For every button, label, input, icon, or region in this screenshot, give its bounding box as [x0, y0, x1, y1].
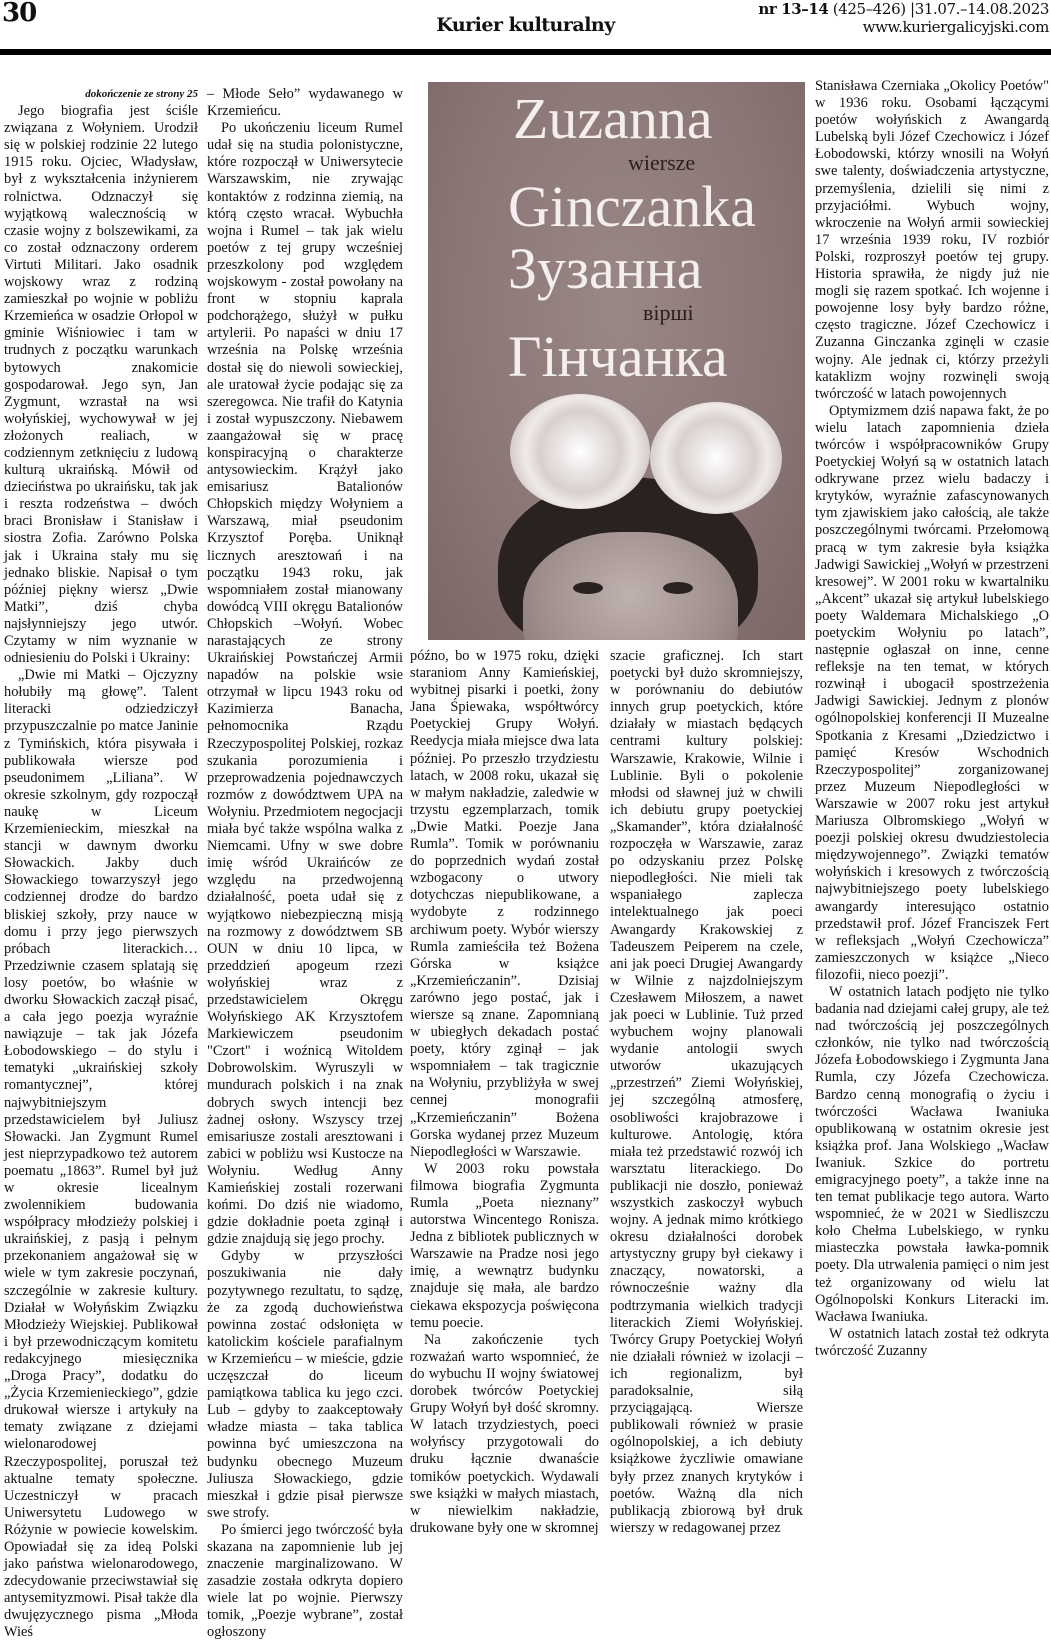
cover-title-first-name: Zuzanna — [513, 86, 713, 151]
rose-image — [650, 402, 782, 514]
paragraph: Stanisława Czerniaka „Okolicy Poetów" w 1936 roku. Osobami łączącymi poetów wołyńskich z Awangardą Lubelską byli Józef Czechowicz i Józef Łobodowski, którzy wnosili na Wołyń swe talenty, doświadczenia artystyczne, przemyślenia, dzielili się nimi z przyjaciółmi. Wybuch wojny, wkroczenie na Wołyń armii sowieckiej 17 września 1939 roku, IV rozbiór Polski, rozproszył poetów tej grupy. Historia sprawiła, że nigdy już nie mogli się razem spotkać. Ich wojenne i powojenne losy były bardzo różne, często tragiczne. Józef Czechowicz i Zuzanna Ginczanka zginęli w czasie wojny. Ale jednak ci, którzy przeżyli kataklizm wojny rozwinęli swoją twórczość w latach powojennych — [815, 78, 1049, 402]
rose-image — [510, 394, 650, 509]
paragraph: W ostatnich latach podjęto nie tylko badania nad dziejami całej grupy, ale też nad twórczością jej poszczególnych członków, nie tylko nad twórczością Józefa Łobodowskiego i Zygmunta Jana Rumla, czy Józefa Czechowicza. Bardzo cenną monografią o życiu i twórczości Wacława Iwaniuka opublikowaną w ostatnim okresie jest książka prof. Jana Wolskiego „Wacław Iwaniuk. Szkice do portretu emigracyjnego poety”, a także inne na ten temat publikacje tego autora. Warto wspomnieć, że w 2021 w Siedliszczu koło Chełma Lubelskiego, w rynku miasteczka powstała ławka-pomnik poety. Dla utrwalenia pamięci o nim jest też organizowany od wielu lat Ogólnopolski Konkurs Literacki im. Wacława Iwaniuka. — [815, 983, 1049, 1325]
cover-subtitle: wiersze — [628, 150, 696, 175]
issue-date: (425–426) |31.07.–14.08.2023 — [828, 0, 1049, 18]
paragraph: – Młode Seło” wydawanego w Krzemieńcu. — [207, 86, 403, 120]
cover-title-first-name-uk: Зузанна — [508, 236, 703, 301]
paragraph: Jego biografia jest ściśle związana z Wołyniem. Urodził się w polskiej rodzinie 22 lutego 1915 roku. Ojciec, Władysław, był z wykształcenia inżynierem rolnictwa. Odznaczył się wyjątkową walecznością w czasie wojny z bolszewikami, za co został odznaczony orderem Virtuti Militari. Jako osadnik wojskowy wraz z rodziną zamieszkał po wojnie w pobliżu Krzemieńca w osadzie Orłopol w gminie Wiśniowiec i tam w trudnych z początku warunkach bytowych znakomicie gospodarował. Jego syn, Jan Zygmunt, wzrastał na wsi wołyńskiej, wychowywał w jej złożonych realiach, w codziennym zetknięciu z ludową kulturą ukraińską. Mówił od dzieciństwa po ukraińsku, tak jak i reszta rodzeństwa – dwóch braci Bronisław i Stanisław i siostra Zofia. Zarówno Polska jak i Ukraina stały mu się jednako bliskie. Napisał o tym później piękny wiersz „Dwie Matki”, dziś chyba najsłynniejszy jego utwór. Czytamy w nim wyznanie w odniesieniu do Polski i Ukrainy: — [4, 103, 198, 667]
paragraph: Po śmierci jego twórczość była skazana na zapomnienie lub jej znaczenie marginalizowano. W zasadzie została odkryta dopiero wiele lat po wojnie. Pierwszy tomik, „Poezje wybrane”, został ogłoszony — [207, 1521, 403, 1641]
article-column-1 — [4, 86, 198, 1642]
website: www.kuriergalicyjski.com — [862, 18, 1049, 36]
page-header — [0, 0, 1051, 46]
paragraph: W 2003 roku powstała filmowa biografia Zygmunta Rumla „Poeta nieznany” autorstwa Wincentego Ronisza. Jedna z bibliotek publicznych w Warszawie na Pradze nosi jego imię, a wewnątrz budynku znajduje się mała, ale bardzo ciekawa ekspozycja poświęcona temu poecie. — [410, 1160, 599, 1331]
article-column-4 — [610, 648, 803, 1537]
continuation-note: dokończenie ze strony 25 — [85, 88, 198, 100]
article-column-3 — [410, 648, 599, 1537]
portrait-eye — [663, 582, 693, 594]
paragraph: Gdyby w przyszłości poszukiwania nie dały pozytywnego rezultatu, to sądzę, że za zgodą duchowieństwa powinna zostać odsłonięta w katolickim kościele parafialnym w Krzemieńcu – w mieście, gdzie uczęszczał do liceum pamiątkowa tablica ku jego czci. Lub – gdyby to zaakceptowały władze miasta – taka tablica powinna być umieszczona na budynku obecnego Muzeum Juliusza Słowackiego, gdzie mieszkał i gdzie pisał pierwsze swe strofy. — [207, 1248, 403, 1521]
section-title: Kurier kulturalny — [436, 14, 615, 36]
paragraph: W ostatnich latach został też odkryta twórczość Zuzanny — [815, 1325, 1049, 1359]
paragraph: Po ukończeniu liceum Rumel udał się na studia polonistyczne, które rozpoczął w Uniwersytecie Warszawskim, nie zrywając kontaktów z rodzinna ziemią, na którą często wracał. Wybuchła wojna i Rumel – tak jak wielu poetów z tej grupy wcześniej przeszkolony pod względem wojskowym - został powołany na front w stopniu kaprala podchorążego, służył w pułku artylerii. Po napaści w dniu 17 września na Polskę września dostał się do niewoli sowieckiej, ale uratował życie podając się za szeregowca. Nie trafił do Katynia i został wypuszczony. Niebawem zaangażował się w pracę konspiracyjną o charakterze antysowieckim. Krążył jako emisariusz Batalionów Chłopskich między Wołyniem a Warszawą, miał pseudonim Krzysztof Poręba. Uniknął licznych aresztowań i na początku 1943 roku, jak wspomniałem został mianowany dowódcą VIII okręgu Batalionów Chłopskich –Wołyń. Wobec narastających ze strony Ukraińskiej Powstańczej Armii napadów na polskie wsie otrzymał w lipcu 1943 roku od Kazimierza Banacha, pełnomocnika Rządu Rzeczypospolitej Polskiej, rozkaz szukania porozumienia i przeprowadzenia pojednawczych rozmów z dowództwem UPA na Wołyniu. Przedmiotem negocjacji miała być także wspólna walka z Niemcami. Ufny w swe dobre imię wśród Ukraińców ze względu na przedwojenną działalność, poeta udał się z wyjątkowo niebezpieczną misją na rozmowy z dowództwem SB OUN w dniu 10 lipca, w przeddzień apogeum rzezi wołyńskiej wraz z przedstawicielem Okręgu Wołyńskiego AK Krzysztofem Markiewiczem pseudonim "Czort" i woźnicą Witoldem Dobrowolskim. Wyruszyli w mundurach polskich i na znak dobrych swych intencji bez żadnej osłony. Wszyscy trzej emisariusze zostali aresztowani i zabici w pobliżu wsi Kustocze na Wołyniu. Według Anny Kamieńskiej zostali rozerwani końmi. Do dziś nie wiadomo, gdzie dokładnie poeta zginął i gdzie znajdują się jego prochy. — [207, 120, 403, 1248]
paragraph: Optymizmem dziś napawa fakt, że po wielu latach zapomnienia dzieła twórców i współpracowników Grupy Poetyckiej Wołyń są w ostatnich latach odkrywane przez wielu badaczy i krytyków, wyraźnie zafascynowanych tym zjawiskiem jako całością, ale także poszczególnymi twórcami. Przełomową pracą w tym zakresie była książka Jadwigi Sawickiej „Wołyń w przestrzeni kresowej”. W 2001 roku w kwartalniku „Akcent” ukazał się artykuł lubelskiego poety Waldemara Michalskiego „O poetyckim Wołyniu po latach”, następnie ogłaszał on inne, cenne refleksje na ten temat, w których rozwinął i ubogacił spostrzeżenia Jadwigi Sawickiej. Jednym z plonów ogólnopolskiej konferencji II Muzealne Spotkania z Kresami „Dziedzictwo i pamięć Kresów Wschodnich Rzeczypospolitej” zorganizowanej przez Muzeum Niepodległości w Warszawie w 2007 roku jest artykuł Mariusza Olbromskiego „Wołyń w poezji polskiej okresu dwudziestolecia międzywojennego”. Związki tematów wołyńskich i kresowych z twórczością najwybitniejszego poety lubelskiego awangardy interesująco ostatnio przedstawił prof. Józef Franciszek Fert w refleksjach „Wołyń Czechowicza” zamieszczonych w książce „Nieco filozofii, nieco poezji”. — [815, 402, 1049, 983]
header-rule — [0, 49, 1051, 55]
cover-title-last-name-uk: Гінчанка — [508, 324, 728, 389]
book-cover-image — [428, 82, 805, 640]
issue-number: nr 13–14 — [758, 0, 829, 18]
issue-info — [758, 0, 1049, 36]
article-column-5 — [815, 78, 1049, 1360]
article-column-2 — [207, 86, 403, 1642]
paragraph: „Dwie mi Matki – Ojczyzny hołubiły mą głowę”. Talent literacki odziedziczył przypuszczalnie po matce Janinie z Tymińskich, która pisywała i publikowała wiersze pod pseudonimem „Liliana”. W okresie szkolnym, gdy rozpoczął naukę w Liceum Krzemienieckim, mieszkał na stancji w dawnym dworku Słowackich. Jakby duch Słowackiego towarzyszył jego codziennej drodze do bardzo bliskiej szkoły, przy nauce w domu i przy jego pierwszych próbach literackich… Przedziwnie czasem splatają się losy poetów, bo właśnie w dworku Słowackich zaczął pisać, a cała jego poezja wyraźnie nawiązuje – tak jak Józefa Łobodowskiego – do stylu i tematyki „ukraińskiej szkoły romantycznej”, której najwybitniejszym przedstawicielem był Juliusz Słowacki. Jan Zygmunt Rumel jest nieprzypadkowo też autorem poematu „1863”. Rumel był już w okresie licealnym zwolennikiem budowania współpracy młodzieży polskiej i ukraińskiej, z pasją i pełnym przekonaniem angażował się w wiele w tym zakresie poczynań, szczególnie w zakresie kultury. Działał w Wołyńskim Związku Młodzieży Wiejskiej. Publikował i był przewodniczącym komitetu redakcyjnego miesięcznika „Droga Pracy”, dodatku do „Życia Krzemienieckiego”, gdzie drukował wiersze i artykuły na tematy związane z dziejami wielonarodowej Rzeczypospolitej, poruszał też aktualne tematy społeczne. Uczestniczył w pracach Uniwersytetu Ludowego w Różynie w powiecie kowelskim. Opowiadał się za ideą Polski jako państwa wielonarodowego, zdecydowanie przeciwstawiał się antysemityzmowi. Pisał także dla dwujęzycznego pisma „Młoda Wieś — [4, 667, 198, 1641]
portrait-eye — [573, 582, 603, 594]
paragraph: Na zakończenie tych rozważań warto wspomnieć, że do wybuchu II wojny światowej dorobek twórców Poetyckiej Grupy Wołyń był dość skromny. W latach trzydziestych, poeci wołyńscy przygotowali do druku łącznie dwanaście tomików poetyckich. Wydawali swe książki w małych miastach, w niewielkim nakładzie, drukowane były one w skromnej — [410, 1331, 599, 1536]
page-number: 30 — [2, 0, 37, 28]
paragraph: późno, bo w 1975 roku, dzięki staraniom Anny Kamieńskiej, wybitnej pisarki i poetki, żony Jana Śpiewaka, współtwórcy Poetyckiej Grupy Wołyń. Reedycja miała miejsce dwa lata później. Po przeszło trzydziestu latach, w 2008 roku, ukazał się w małym nakładzie, zaledwie w trzystu egzemplarzach, tomik „Dwie Matki. Poezje Jana Rumla”. Tomik w porównaniu do poprzednich wydań został wzbogacony o utwory dotychczas niepublikowane, a wydobyte z rodzinnego archiwum poety. Wybór wierszy Rumla zamieściła też Bożena Górska w książce „Krzemieńczanin”. Dzisiaj zarówno jego postać, jak i wiersze są znane. Zapomnianą w ubiegłych dekadach postać poety, który zginął – jak wspomniałem – tak tragicznie na Wołyniu, przybliżyła w swej cennej monografii „Krzemieńczanin” Bożena Gorska wydanej przez Muzeum Niepodległości w Warszawie. — [410, 648, 599, 1160]
cover-title-last-name: Ginczanka — [508, 174, 756, 239]
paragraph: szacie graficznej. Ich start poetycki był dużo skromniejszy, w porównaniu do debiutów innych grup poetyckich, które działały w miastach będących centrami kultury polskiej: Warszawie, Krakowie, Wilnie i Lublinie. Byli o pokolenie młodsi od sławnej już w chwili ich debiutu grupy poetyckiej „Skamander”, która działalność rozpoczęła w Warszawie, zaraz po odzyskaniu przez Polskę niepodległości. Nie mieli tak wspaniałego zaplecza intelektualnego jak poeci Awangardy Krakowskiej z Tadeuszem Peiperem na czele, ani jak poeci Drugiej Awangardy w Wilnie z najzdolniejszym Czesławem Miłoszem, a nawet jak poeci w Lublinie. Tuż przed wybuchem wojny planowali wydanie antologii swych utworów ukazujących „przestrzeń” Ziemi Wołyńskiej, jej szczególną atmosferę, osobliwości krajobrazowe i kulturowe. Antologię, która miała też przedstawić rozwój ich warsztatu literackiego. Do publikacji nie doszło, ponieważ wszystkich zaskoczył wybuch wojny. A jednak mimo krótkiego okresu działalności dorobek artystyczny grupy był ciekawy i znaczący, nowatorski, a równocześnie ważny dla podtrzymania wielkich tradycji literackich Ziemi Wołyńskiej. Twórcy Grupy Poetyckiej Wołyń nie działali również w izolacji – ich regionalizm, był paradoksalnie, siłą przyciągającą. Wiersze publikowali również w prasie ogólnopolskiej, a ich debiuty książkowe życzliwie omawiane były przez znanych krytyków i poetów. Ważną dla nich publikacją zbiorową był druk wierszy w redagowanej przez — [610, 648, 803, 1536]
cover-subtitle-uk: вірші — [643, 300, 694, 325]
